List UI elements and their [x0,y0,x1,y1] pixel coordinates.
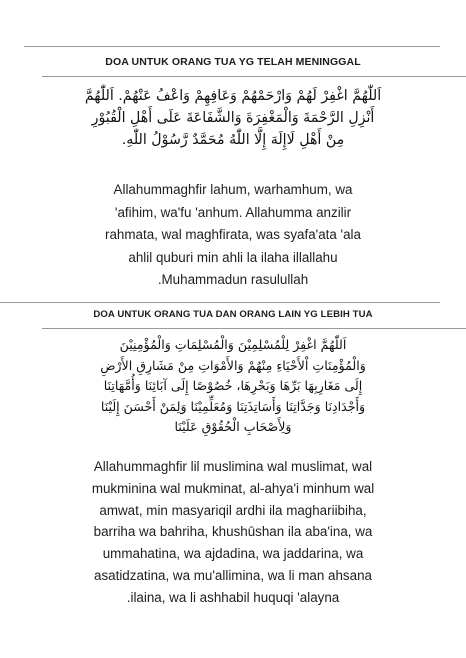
arabic-line: مِنْ أَهْلِ لَاإِلَهَ إِلَّا اللّٰهُ مُحَمَّدٌ رَّسُوْلُ اللّٰهِ. [121,132,345,148]
latin-line: amwat, min masyariqil ardhi ila maghariibiha, [99,502,367,518]
arabic-line: أَنْزِلِ الرَّحْمَةَ وَالْمَغْفِرَةَ وَالشَّفَاعَةَ عَلَى أَهْلِ الْقُبُوْرِ [91,110,375,126]
latin-line: ummahatina, wa ajdadina, wa jaddarina, wa [102,546,364,562]
arabic-prayer-1 [0,85,466,151]
latin-line: asatidzatina, wa mu'allimina, wa li man ahsana [94,567,372,583]
top-divider [24,46,440,47]
latin-line: Allahummaghfir lil muslimina wal muslimat, wal [93,459,373,474]
arabic-prayer-2 [0,335,466,438]
section-title-2: DOA UNTUK ORANG TUA DAN ORANG LAIN YG LEBIH TUA [93,309,373,320]
latin-line: .Muhammadun rasulullah [157,272,309,288]
latin-line: barriha wa bahriha, khushūshan ila aba'ina, wa [93,524,373,540]
latin-line: ahlil quburi min ahli la ilaha illallahu [128,249,338,265]
arabic-line: وَلِأَصْحَابِ الْحُقُوْقِ عَلَيْنَا [174,419,292,434]
arabic-line: إِلَى مَغَارِبِهَا بَرِّهَا وَبَحْرِهَا، خُصُوْصًا إِلَى آبَائِنَا وَأُمَّهَاتِنَا [103,378,363,393]
title-divider-2 [42,328,466,329]
arabic-line: وَأَجْدَادِنَا وَجَدَّاتِنَا وَأَسَاتِذَتِنَا وَمُعَلِّمِيْنَا وَلِمَنْ أَحْسَنَ إِلَيْنَا [100,398,366,414]
arabic-line: وَالْمُؤْمِنَاتِ اْلأَحْيَاءِ مِنْهُمْ وَالأَمْوَاتِ مِنْ مَشَارِقِ الأَرْضِ [100,357,366,373]
arabic-line: اَللّٰهُمَّ اغْفِرْ لَهُمْ وَارْحَمْهُمْ وَعَافِهِمْ وَاعْفُ عَنْهُمْ. اَللّٰهُمَّ [84,88,382,104]
latin-transliteration-1 [0,179,466,292]
section-divider [0,302,440,303]
latin-transliteration-2 [0,456,466,609]
latin-line: 'afihim, wa'fu 'anhum. Allahumma anzilir [114,204,352,220]
section-title-1: DOA UNTUK ORANG TUA YG TELAH MENINGGAL [105,56,361,68]
latin-line: rahmata, wal maghfirata, was syafa'ata 'ala [105,227,361,243]
latin-line: mukminina wal mukminat, al-ahya'i minhum wal [91,480,375,496]
title-divider-1 [42,76,466,77]
latin-line: .ilaina, wa li ashhabil huquqi 'alayna [126,589,340,605]
latin-line: Allahummaghfir lahum, warhamhum, wa [113,182,353,197]
arabic-line: اَللّٰهُمَّ اغْفِرْ لِلْمُسْلِمِيْنَ وَالْمُسْلِمَاتِ وَالْمُؤْمِنِيْنَ [119,337,347,352]
